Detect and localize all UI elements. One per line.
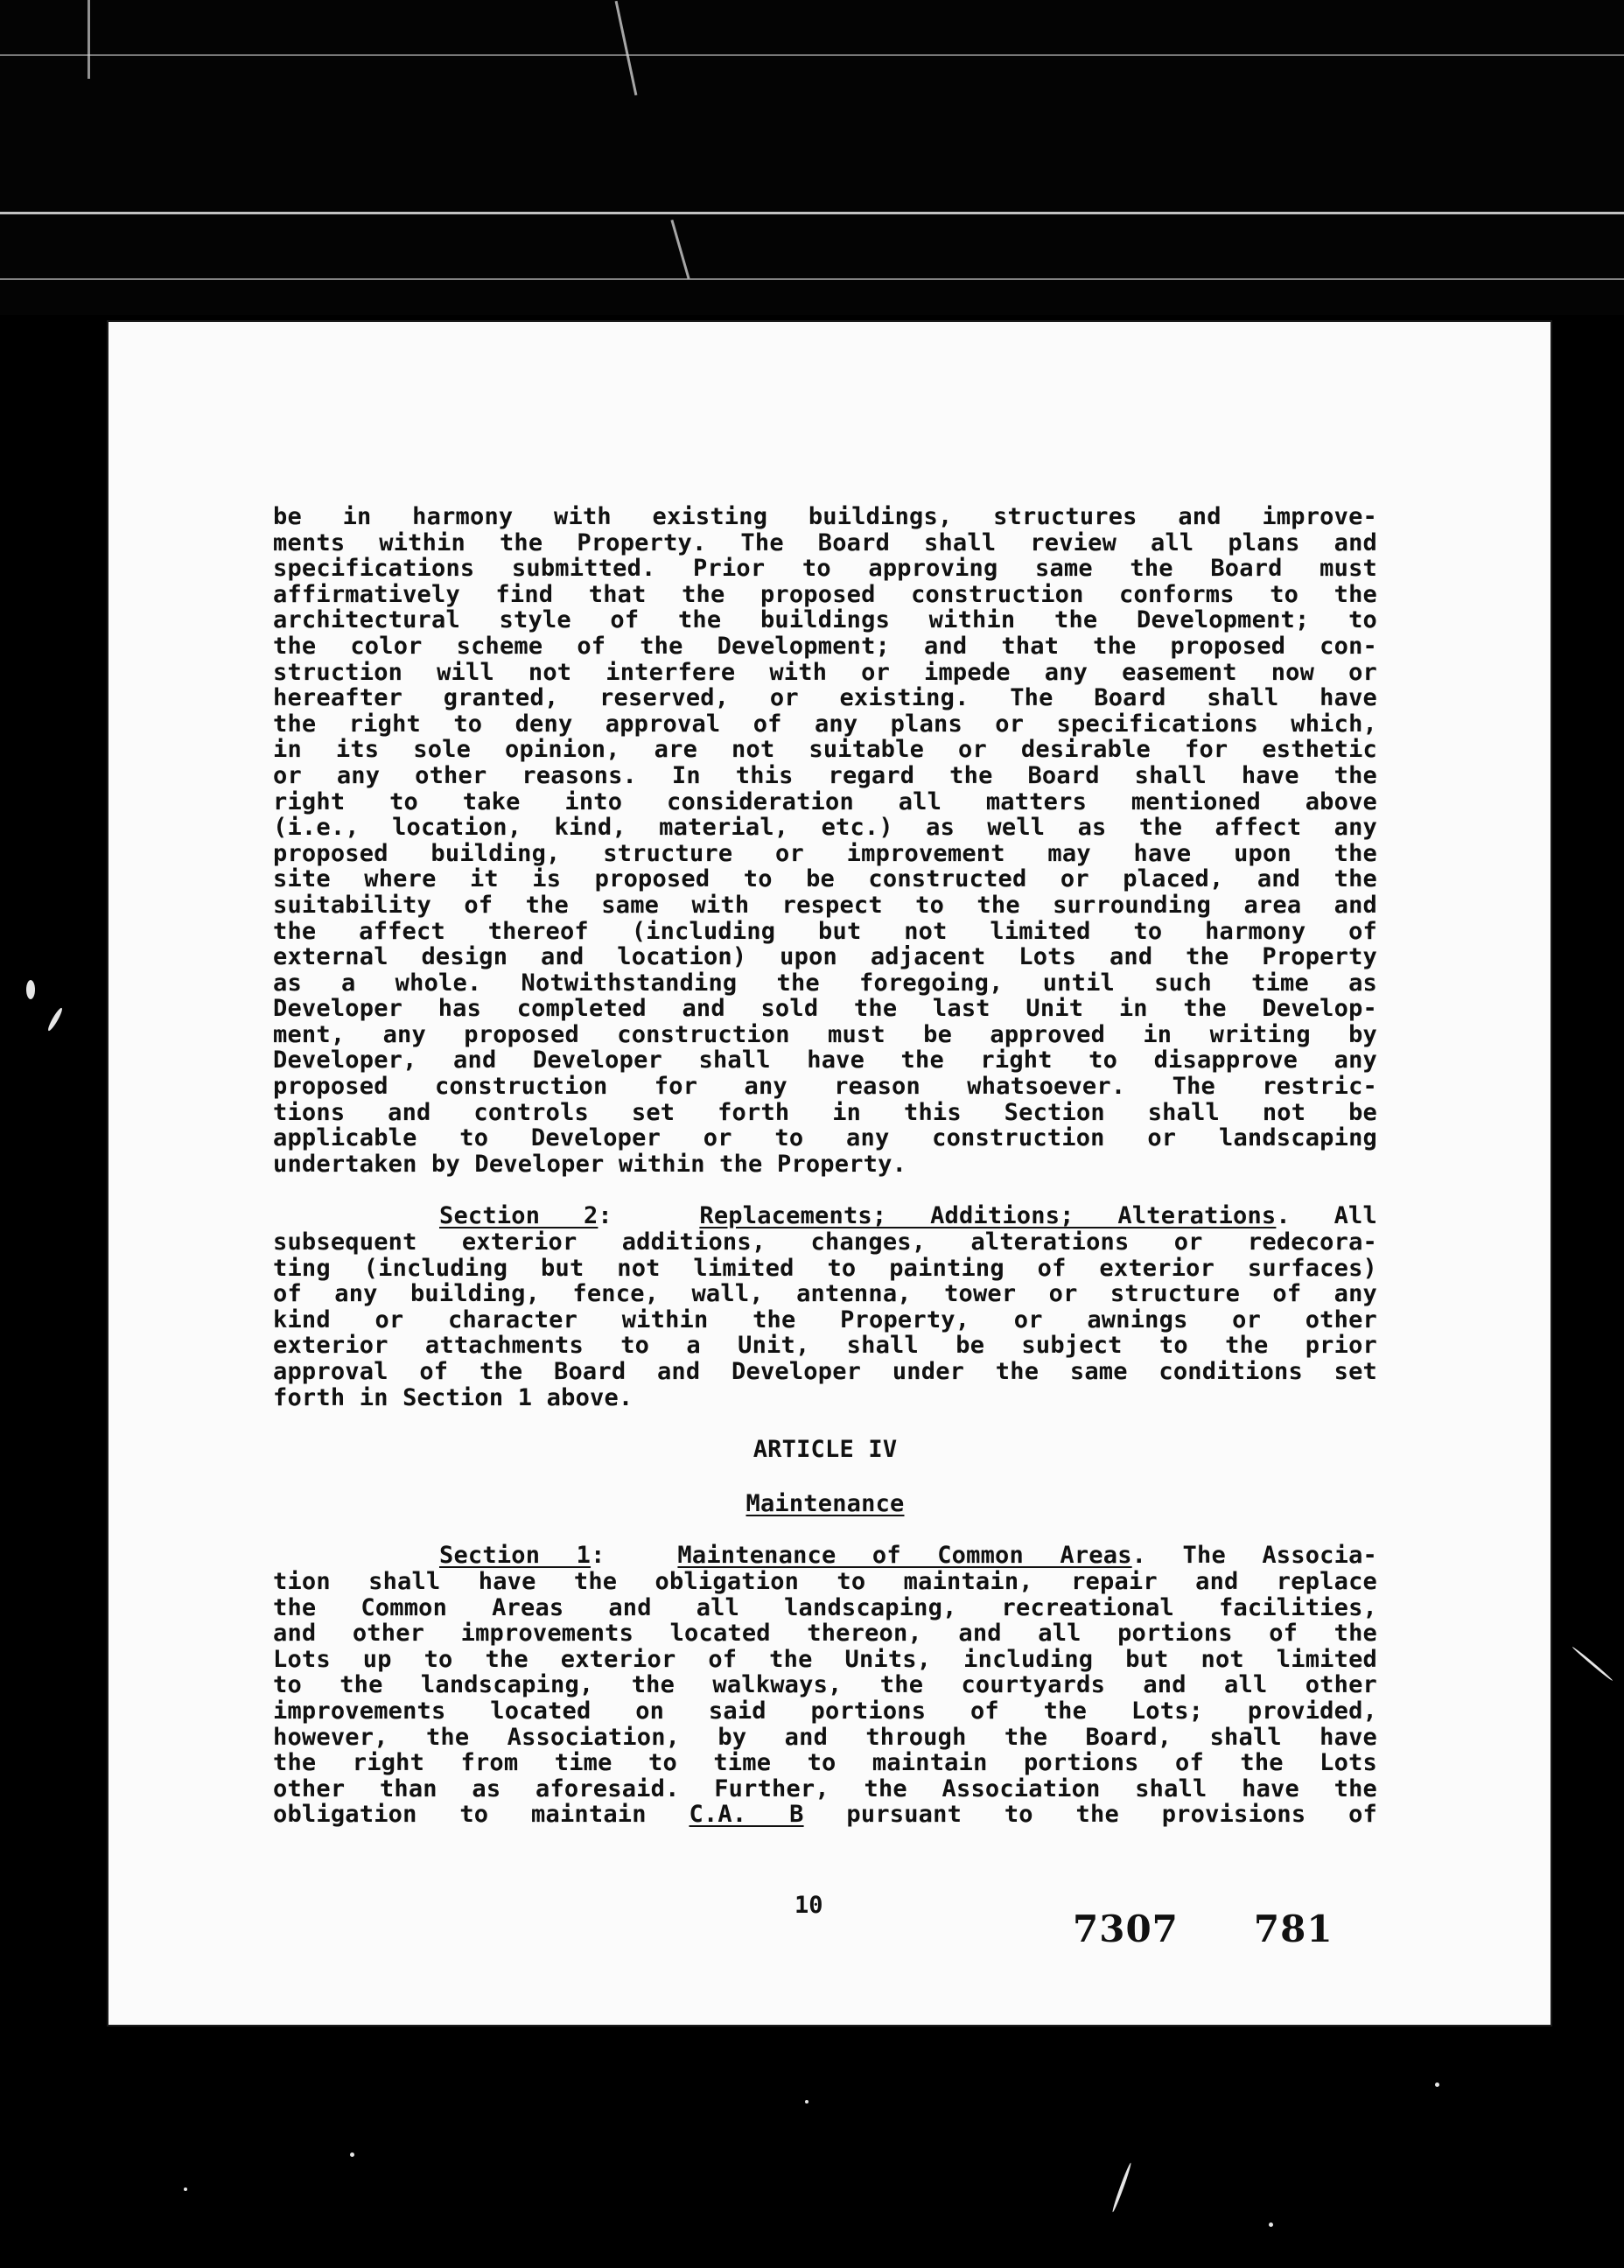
text-line: ting (including but not limited to painting of exterior surfaces) <box>273 1254 1377 1282</box>
article-subtitle: Maintenance <box>746 1489 905 1517</box>
section-1-colon: : <box>591 1542 606 1570</box>
section-1-first-line-tail: . The Associa- <box>1131 1542 1377 1570</box>
section-1-last-line-pre: obligation to maintain <box>273 1801 647 1829</box>
paragraph-gap <box>273 1177 1377 1203</box>
scan-speck <box>805 2100 808 2104</box>
text-line: the color scheme of the Development; and that the proposed con- <box>273 632 1377 660</box>
text-line: of any building, fence, wall, antenna, tower or structure of any <box>273 1280 1377 1308</box>
text-line: struction will not interfere with or impede any easement now or <box>273 658 1377 686</box>
scan-artifact-mark <box>88 0 90 79</box>
text-line: the Common Areas and all landscaping, recreational facilities, <box>273 1593 1377 1621</box>
docket-book: 7307 <box>1073 1908 1179 1950</box>
paragraph-architectural-review <box>273 504 1377 1177</box>
text-line: right to take into consideration all matters mentioned above <box>273 788 1377 816</box>
scan-speck <box>350 2152 354 2157</box>
text-line: Developer has completed and sold the last Unit in the Develop- <box>273 995 1377 1023</box>
paragraph-section-1 <box>273 1543 1377 1828</box>
section-2-colon: : <box>598 1202 612 1230</box>
section-2-heading: Replacements; Additions; Alterations <box>699 1202 1277 1230</box>
text-line: as a whole. Notwithstanding the foregoing, until such time as <box>273 969 1377 997</box>
text-line: kind or character within the Property, or awnings or other <box>273 1306 1377 1334</box>
article-title: ARTICLE IV <box>752 1436 898 1464</box>
text-line: to the landscaping, the walkways, the courtyards and all other <box>273 1671 1377 1699</box>
scan-artifact-mark <box>670 220 690 279</box>
scan-artifact-line <box>0 54 1624 56</box>
text-line: be in harmony with existing buildings, structures and improve- <box>273 503 1377 530</box>
text-line: applicable to Developer or to any construction or landscaping <box>273 1124 1377 1152</box>
scan-speck <box>1111 2162 1132 2213</box>
text-line: improvements located on said portions of the Lots; provided, <box>273 1697 1377 1725</box>
section-1-last-line-post: pursuant to the provisions of <box>846 1801 1377 1829</box>
scan-speck <box>1572 1646 1614 1682</box>
scan-artifact-line <box>0 278 1624 280</box>
text-line: approval of the Board and Developer under the same conditions set <box>273 1358 1377 1385</box>
text-line: hereafter granted, reserved, or existing. The Board shall have <box>273 684 1377 712</box>
text-line: proposed construction for any reason whatsoever. The restric- <box>273 1073 1377 1101</box>
text-line: proposed building, structure or improvement may have upon the <box>273 839 1377 867</box>
scan-speck <box>26 980 35 999</box>
section-2-first-line-tail: . All <box>1276 1202 1377 1230</box>
scan-speck <box>46 1007 64 1032</box>
text-line: ment, any proposed construction must be approved in writing by <box>273 1020 1377 1048</box>
scan-speck <box>1269 2222 1273 2227</box>
section-2-label: Section 2 <box>439 1202 598 1230</box>
text-line: subsequent exterior additions, changes, alterations or redecora- <box>273 1228 1377 1256</box>
scan-speck <box>184 2188 187 2191</box>
paragraph-gap <box>273 1516 1377 1543</box>
text-line: undertaken by Developer within the Property. <box>273 1150 907 1178</box>
text-line: the right to deny approval of any plans or specifications which, <box>273 710 1377 738</box>
section-2-first-line <box>273 1203 1377 1229</box>
docket-page: 781 <box>1253 1908 1334 1950</box>
section-1-first-line <box>273 1543 1377 1569</box>
text-line: ments within the Property. The Board shall review all plans and <box>273 528 1377 556</box>
scan-artifact-mark <box>615 1 638 95</box>
text-line: and other improvements located thereon, and all portions of the <box>273 1620 1377 1648</box>
text-line: forth in Section 1 above. <box>273 1383 634 1411</box>
text-line: external design and location) upon adjacent Lots and the Property <box>273 943 1377 971</box>
text-line: tions and controls set forth in this Section shall not be <box>273 1098 1377 1126</box>
text-line: Lots up to the exterior of the Units, including but not limited <box>273 1645 1377 1673</box>
section-1-last-line <box>273 1802 1377 1828</box>
scan-speck <box>1435 2082 1439 2087</box>
text-line: specifications submitted. Prior to approving same the Board must <box>273 555 1377 583</box>
text-line: in its sole opinion, are not suitable or desirable for esthetic <box>273 736 1377 764</box>
page-number: 10 <box>794 1892 823 1919</box>
text-line: the affect thereof (including but not limited to harmony of <box>273 917 1377 945</box>
text-line: other than as aforesaid. Further, the Association shall have the <box>273 1774 1377 1802</box>
paragraph-section-2 <box>273 1203 1377 1410</box>
text-line: tion shall have the obligation to maintain, repair and replace <box>273 1567 1377 1595</box>
section-1-heading: Maintenance of Common Areas <box>677 1542 1132 1570</box>
document-body <box>273 504 1377 1828</box>
text-line: (i.e., location, kind, material, etc.) as well as the affect any <box>273 814 1377 842</box>
section-1-last-line-ref: C.A. B <box>689 1801 804 1829</box>
scan-border-top <box>0 0 1624 315</box>
paragraph-gap <box>273 1410 1377 1437</box>
section-1-label: Section 1 <box>439 1542 592 1570</box>
text-line: suitability of the same with respect to the surrounding area and <box>273 891 1377 919</box>
text-line: site where it is proposed to be constructed or placed, and the <box>273 865 1377 893</box>
paragraph-gap <box>273 1463 1377 1491</box>
docket-stamp <box>1073 1908 1334 1950</box>
text-line: however, the Association, by and through the Board, shall have <box>273 1723 1377 1751</box>
text-line: architectural style of the buildings within the Development; to <box>273 606 1377 634</box>
text-line: affirmatively find that the proposed construction conforms to the <box>273 580 1377 608</box>
text-line: exterior attachments to a Unit, shall be subject to the prior <box>273 1332 1377 1360</box>
scan-artifact-line <box>0 212 1624 214</box>
text-line: Developer, and Developer shall have the right to disapprove any <box>273 1046 1377 1074</box>
text-line: the right from time to time to maintain portions of the Lots <box>273 1749 1377 1777</box>
document-page <box>107 320 1552 2026</box>
text-line: or any other reasons. In this regard the Board shall have the <box>273 761 1377 789</box>
